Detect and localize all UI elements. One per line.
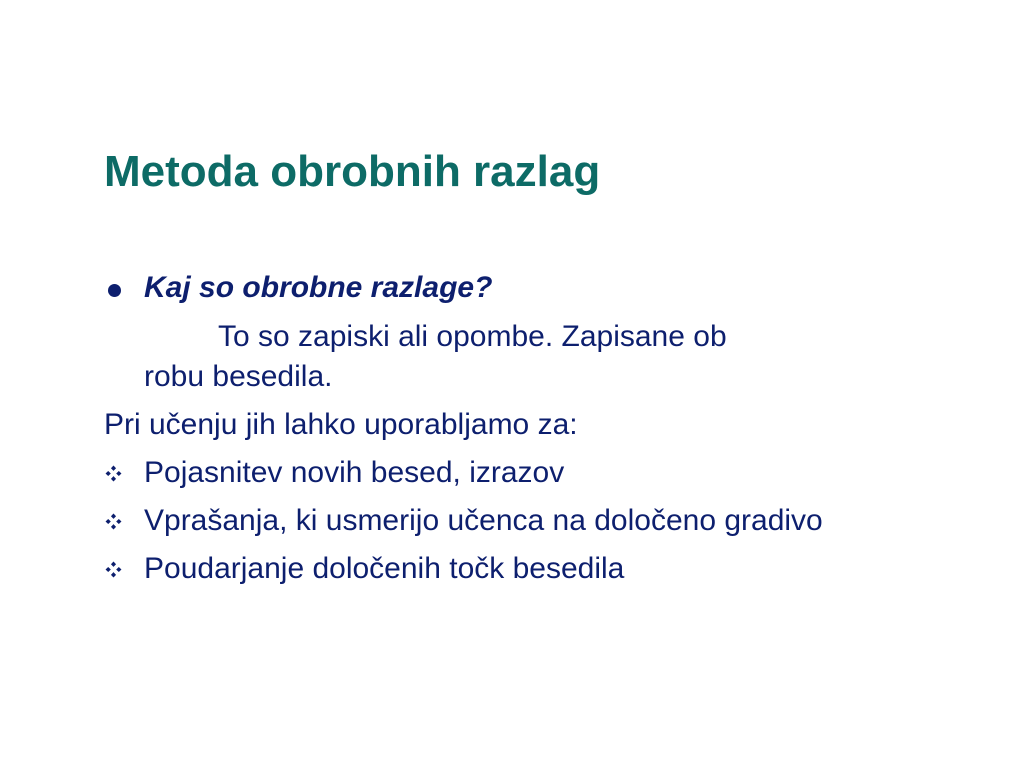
slide-body	[104, 268, 924, 597]
list-item-label: Poudarjanje določenih točk besedila	[144, 552, 625, 585]
round-bullet-icon	[104, 268, 134, 308]
list-item-label: Pojasnitev novih besed, izrazov	[144, 456, 565, 489]
list-item	[104, 549, 924, 589]
slide-title: Metoda obrobnih razlag	[104, 147, 601, 196]
diamond-bullet-icon	[104, 549, 134, 589]
intro-text: Pri učenju jih lahko uporabljamo za:	[104, 408, 578, 441]
diamond-bullet-icon	[104, 501, 134, 541]
answer-line-1: To so zapiski ali opombe. Zapisane ob	[218, 320, 727, 353]
answer-line-2: robu besedila.	[144, 360, 333, 393]
diamond-bullet-icon	[104, 453, 134, 493]
list-item	[104, 501, 924, 541]
question-item	[104, 268, 924, 308]
list-item	[104, 453, 924, 493]
question-text: Kaj so obrobne razlage?	[144, 271, 493, 304]
answer-text	[104, 317, 904, 397]
list-item-label: Vprašanja, ki usmerijo učenca na določeno gradivo	[144, 504, 823, 537]
